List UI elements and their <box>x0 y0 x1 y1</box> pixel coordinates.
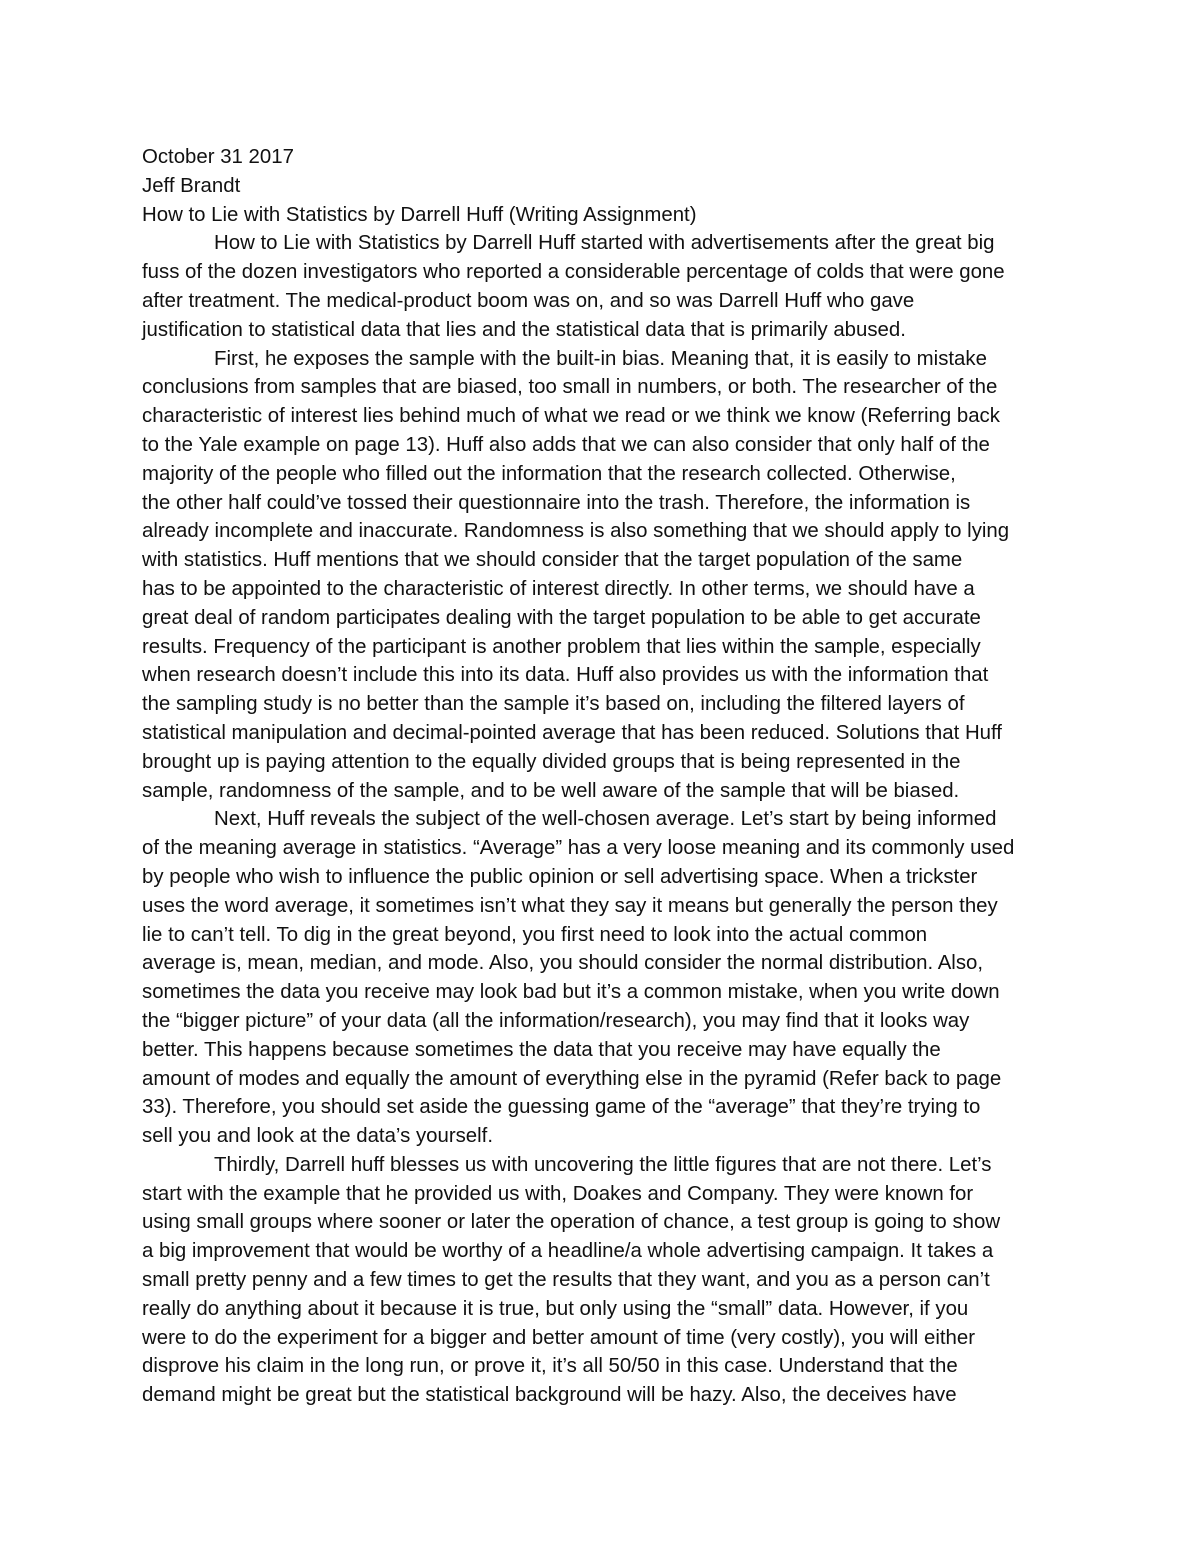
paragraph-line: characteristic of interest lies behind much of what we read or we think we know (Referring back <box>142 405 1000 428</box>
paragraph-line: the other half could’ve tossed their questionnaire into the trash. Therefore, the information is <box>142 491 971 514</box>
document-body <box>142 143 1060 1410</box>
paragraph-line: after treatment. The medical-product boom was on, and so was Darrell Huff who gave <box>142 289 915 312</box>
paragraph-line: amount of modes and equally the amount of everything else in the pyramid (Refer back to page <box>142 1067 1002 1090</box>
paragraph-line: were to do the experiment for a bigger and better amount of time (very costly), you will either <box>142 1326 976 1349</box>
document-paragraphs <box>142 229 1060 1410</box>
paragraph-line: demand might be great but the statistical background will be hazy. Also, the deceives have <box>142 1384 957 1407</box>
paragraph-line: justification to statistical data that lies and the statistical data that is primarily abused. <box>142 318 906 341</box>
paragraph-line: better. This happens because sometimes the data that you receive may have equally the <box>142 1038 941 1061</box>
paragraph <box>142 345 1060 806</box>
paragraph-line: really do anything about it because it is true, but only using the “small” data. However, if you <box>142 1297 969 1320</box>
paragraph-line: lie to can’t tell. To dig in the great beyond, you first need to look into the actual common <box>142 923 928 946</box>
paragraph-line: results. Frequency of the participant is another problem that lies within the sample, especially <box>142 635 981 658</box>
paragraph-line: disprove his claim in the long run, or prove it, it’s all 50/50 in this case. Understand that the <box>142 1355 958 1378</box>
document-title: How to Lie with Statistics by Darrell Huff (Writing Assignment) <box>142 203 697 226</box>
paragraph-line: Thirdly, Darrell huff blesses us with uncovering the little figures that are not there. Let’s <box>214 1153 992 1176</box>
paragraph-line: using small groups where sooner or later the operation of chance, a test group is going to show <box>142 1211 1001 1234</box>
paragraph-line: already incomplete and inaccurate. Randomness is also something that we should apply to lying <box>142 520 1010 543</box>
paragraph-line: sometimes the data you receive may look bad but it’s a common mistake, when you write down <box>142 981 1000 1004</box>
paragraph-line: First, he exposes the sample with the built-in bias. Meaning that, it is easily to mistake <box>214 347 987 370</box>
paragraph-line: sell you and look at the data’s yourself. <box>142 1125 494 1148</box>
document-date: October 31 2017 <box>142 146 294 168</box>
document-author: Jeff Brandt <box>142 174 241 197</box>
paragraph-line: statistical manipulation and decimal-pointed average that has been reduced. Solutions that Huff <box>142 721 1002 744</box>
paragraph-line: by people who wish to influence the public opinion or sell advertising space. When a trickster <box>142 865 978 888</box>
paragraph-line: How to Lie with Statistics by Darrell Huff started with advertisements after the great big <box>214 232 995 255</box>
paragraph-line: start with the example that he provided us with, Doakes and Company. They were known for <box>142 1182 974 1205</box>
paragraph <box>142 805 1060 1151</box>
paragraph-line: sample, randomness of the sample, and to be well aware of the sample that will be biased. <box>142 779 960 802</box>
paragraph <box>142 1151 1060 1410</box>
paragraph-line: the “bigger picture” of your data (all the information/research), you may find that it looks way <box>142 1009 970 1032</box>
paragraph-line: conclusions from samples that are biased, too small in numbers, or both. The researcher of the <box>142 376 998 399</box>
paragraph-line: has to be appointed to the characteristic of interest directly. In other terms, we should have a <box>142 577 975 600</box>
paragraph-line: great deal of random participates dealing with the target population to be able to get accurate <box>142 606 981 629</box>
paragraph-line: majority of the people who filled out the information that the research collected. Otherwise, <box>142 462 956 485</box>
paragraph <box>142 229 1060 344</box>
paragraph-line: Next, Huff reveals the subject of the well-chosen average. Let’s start by being informed <box>214 808 997 831</box>
paragraph-line: when research doesn’t include this into its data. Huff also provides us with the information that <box>142 664 989 687</box>
paragraph-line: to the Yale example on page 13). Huff also adds that we can also consider that only half of the <box>142 433 990 456</box>
paragraph-line: uses the word average, it sometimes isn’t what they say it means but generally the person they <box>142 894 998 917</box>
paragraph-line: the sampling study is no better than the sample it’s based on, including the filtered layers of <box>142 693 965 716</box>
paragraph-line: brought up is paying attention to the equally divided groups that is being represented in the <box>142 750 961 773</box>
paragraph-line: a big improvement that would be worthy of a headline/a whole advertising campaign. It takes a <box>142 1240 994 1263</box>
paragraph-line: of the meaning average in statistics. “Average” has a very loose meaning and its commonly used <box>142 837 1015 860</box>
paragraph-line: with statistics. Huff mentions that we should consider that the target population of the same <box>142 549 963 572</box>
paragraph-line: small pretty penny and a few times to get the results that they want, and you as a person can’t <box>142 1269 990 1292</box>
paragraph-line: average is, mean, median, and mode. Also, you should consider the normal distribution. Also, <box>142 952 984 975</box>
paragraph-line: 33). Therefore, you should set aside the guessing game of the “average” that they’re trying to <box>142 1096 981 1119</box>
paragraph-line: fuss of the dozen investigators who reported a considerable percentage of colds that were gone <box>142 261 1005 284</box>
